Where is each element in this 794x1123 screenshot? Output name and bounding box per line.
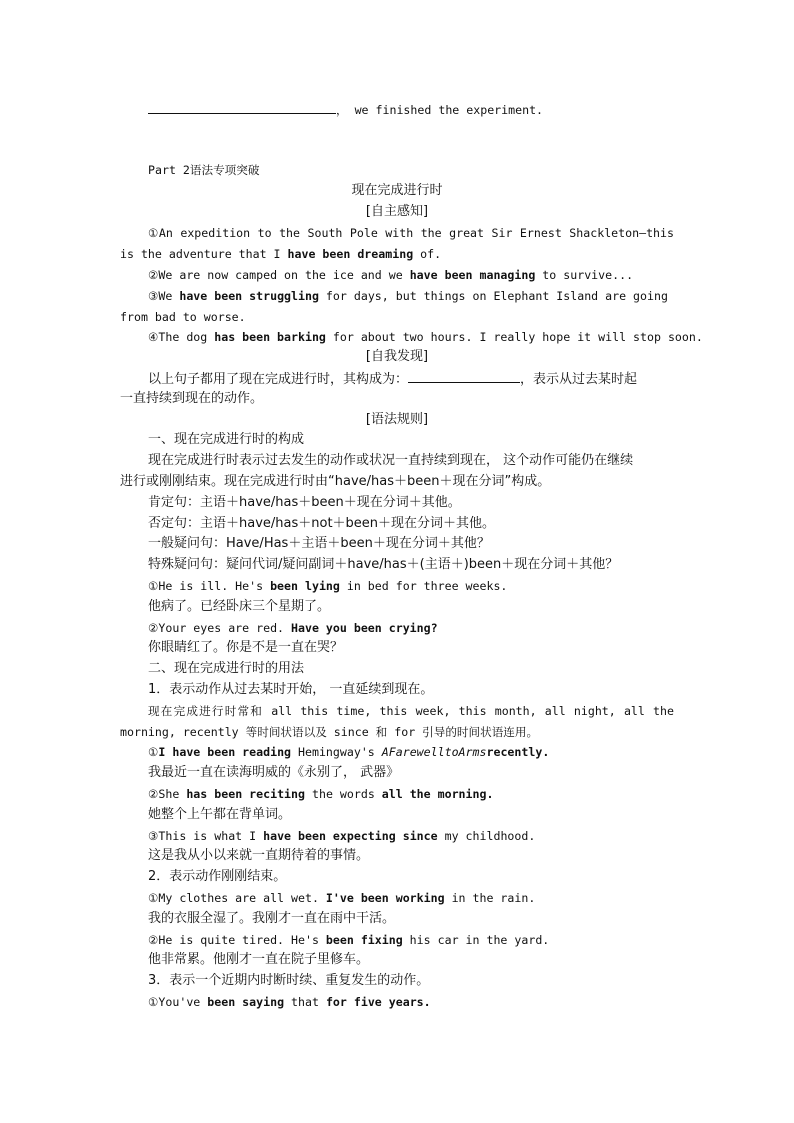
bold-text: I've been working <box>325 891 445 905</box>
text: ②She <box>148 787 187 801</box>
text: ③This is what I <box>148 829 264 843</box>
usage-1-para-line-2: morning, recently 等时间状语以及 since 和 for 引导的时间状语连用。 <box>120 725 539 739</box>
usage-3-title: 3．表示一个近期内时断时续、重复发生的动作。 <box>148 973 430 988</box>
text: ②We are now camped on the ice and we <box>148 268 410 282</box>
part-title: Part 2语法专项突破 <box>148 163 260 177</box>
bold-text: recently. <box>486 745 550 759</box>
bold-text: have been expecting since <box>263 829 438 843</box>
text: is the adventure that I <box>120 247 288 261</box>
text: of. <box>413 247 442 261</box>
usage-1-example-2 <box>148 785 493 803</box>
usage-2-example-1-translation: 我的衣服全湿了。我刚才一直在雨中干活。 <box>148 911 396 926</box>
bold-text: have been struggling <box>179 289 319 303</box>
text: that <box>284 995 326 1009</box>
text: ③We <box>148 289 180 303</box>
bold-text: I have been reading <box>158 745 292 759</box>
text: his car in the yard. <box>402 933 550 947</box>
rule-1-para-line-2: 进行或刚刚结束。现在完成进行时由“have/has＋been＋现在分词”构成。 <box>120 474 551 489</box>
rule-1-title: 一、现在完成进行时的构成 <box>148 432 305 447</box>
usage-2-example-2-translation: 他非常累。他刚才一直在院子里修车。 <box>148 952 370 967</box>
bold-text: has been reciting <box>186 787 305 801</box>
fill-in-line <box>148 100 543 119</box>
example-4 <box>148 328 703 346</box>
text: the words <box>305 787 382 801</box>
section-title: 现在完成进行时 <box>351 183 443 198</box>
rule-1-example-2 <box>148 619 438 637</box>
usage-1-example-3-translation: 这是我从小以来就一直期待着的事情。 <box>148 848 370 863</box>
bold-text: been lying <box>270 579 340 593</box>
text: ，表示从过去某时起 <box>520 372 638 387</box>
bold-text: have been managing <box>409 268 536 282</box>
usage-2-example-1 <box>148 889 535 907</box>
bold-text: for five years. <box>325 995 431 1009</box>
sentence-text: ， we finished the experiment. <box>336 103 544 117</box>
example-3-line-2: from bad to worse. <box>120 310 246 324</box>
rule-special-question: 特殊疑问句：疑问代词/疑问副词＋have/has＋(主语＋)been＋现在分词＋其他？ <box>148 557 619 572</box>
rule-negative: 否定句：主语＋have/has＋not＋been＋现在分词＋其他。 <box>148 516 496 531</box>
rule-1-example-1-translation: 他病了。已经卧床三个星期了。 <box>148 599 331 614</box>
discovery-line-2: 一直持续到现在的动作。 <box>120 391 264 406</box>
text: for about two hours. I really hope it will stop soon. <box>325 330 703 344</box>
usage-1-example-1 <box>148 743 549 761</box>
usage-1-title: 1．表示动作从过去某时开始， 一直延续到现在。 <box>148 682 434 697</box>
example-1-line-1: ①An expedition to the South Pole with the great Sir Ernest Shackleton—this <box>148 226 674 240</box>
text: 以上句子都用了现在完成进行时，其构成为： <box>148 372 409 387</box>
text: in bed for three weeks. <box>339 579 508 593</box>
text: ②Your eyes are red. <box>148 621 292 635</box>
rule-general-question: 一般疑问句：Have/Has＋主语＋been＋现在分词＋其他？ <box>148 536 490 551</box>
text: ①My clothes are all wet. <box>148 891 326 905</box>
usage-3-example-1 <box>148 993 431 1011</box>
bold-text: has been barking <box>214 330 326 344</box>
rule-2-title: 二、现在完成进行时的用法 <box>148 661 305 676</box>
perception-header: [自主感知] <box>365 204 429 219</box>
italic-title: AFarewelltoArms <box>381 745 487 759</box>
usage-2-example-2 <box>148 931 549 949</box>
bold-text: have been dreaming <box>287 247 414 261</box>
rule-1-para-line-1: 现在完成进行时表示过去发生的动作或状况一直持续到现在， 这个动作可能仍在继续 <box>148 453 634 468</box>
usage-2-title: 2．表示动作刚刚结束。 <box>148 869 287 884</box>
usage-1-para-line-1: 现在完成进行时常和 all this time, this week, this month, all night, all the <box>148 704 674 718</box>
rules-header: [语法规则] <box>365 412 429 427</box>
usage-1-example-1-translation: 我最近一直在读海明威的《永别了， 武器》 <box>148 765 400 780</box>
usage-1-example-2-translation: 她整个上午都在背单词。 <box>148 807 292 822</box>
text: in the rain. <box>444 891 536 905</box>
bold-text: all the morning. <box>381 787 494 801</box>
example-2 <box>148 266 633 284</box>
text: my childhood. <box>437 829 536 843</box>
text: to survive... <box>535 268 634 282</box>
text: ①He is ill. He's <box>148 579 271 593</box>
discovery-line-1 <box>148 369 637 389</box>
bold-text: been fixing <box>325 933 403 947</box>
rule-1-example-2-translation: 你眼睛红了。你是不是一直在哭？ <box>148 640 344 655</box>
usage-1-example-3 <box>148 827 535 845</box>
text: ①You've <box>148 995 208 1009</box>
answer-blank[interactable] <box>148 100 336 114</box>
rule-affirmative: 肯定句：主语＋have/has＋been＋现在分词＋其他。 <box>148 495 461 510</box>
discovery-header: [自我发现] <box>365 349 429 364</box>
bold-text: been saying <box>207 995 285 1009</box>
example-1-line-2 <box>120 245 441 263</box>
text: for days, but things on Elephant Island are going <box>318 289 668 303</box>
rule-1-example-1 <box>148 577 507 595</box>
text: ④The dog <box>148 330 215 344</box>
answer-blank[interactable] <box>408 369 520 383</box>
text: Hemingway's <box>291 745 382 759</box>
bold-text: Have you been crying? <box>291 621 438 635</box>
example-3-line-1 <box>148 287 668 305</box>
text: ②He is quite tired. He's <box>148 933 326 947</box>
text: ① <box>148 745 159 759</box>
